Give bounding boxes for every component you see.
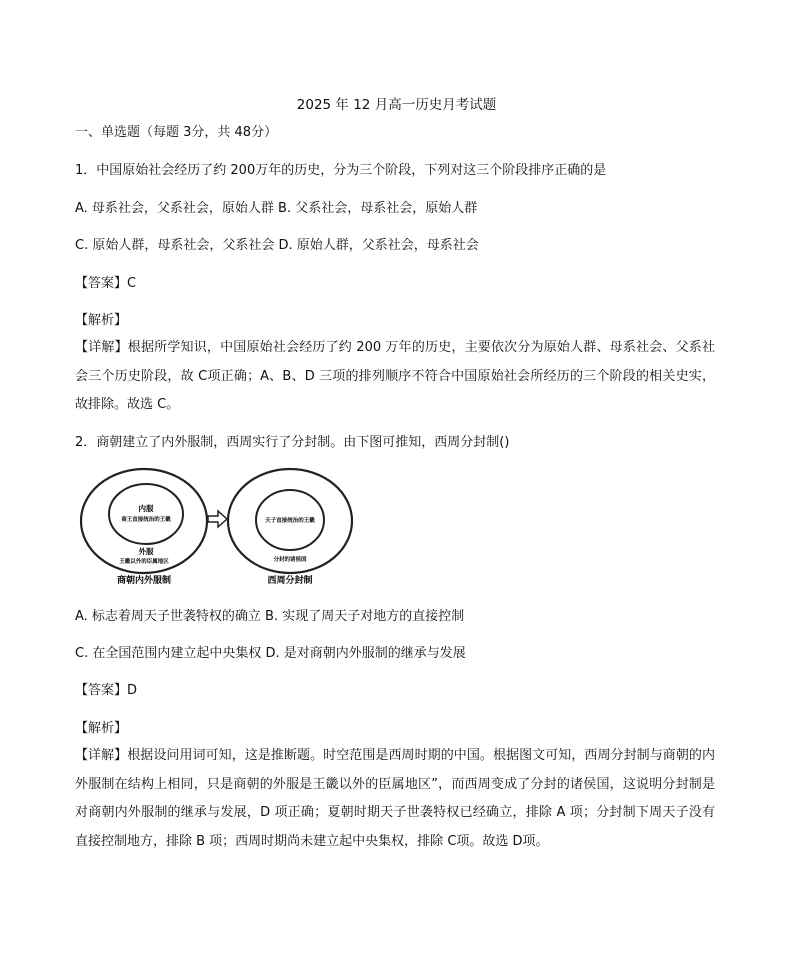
arrow-icon	[208, 511, 227, 527]
q2-analysis-label: 【解析】	[75, 721, 128, 736]
zhou-caption: 西周分封制	[267, 576, 313, 586]
shang-caption: 商朝内外服制	[116, 576, 172, 586]
q2-detail: 【详解】根据设问用词可知，这是推断题。时空范围是西周时期的中国。根据图文可知，西周分封制与商朝的内外服制在结构上相同，只是商朝的外服是王畿以外的臣属地区”，而西周变成了分封的诸侯国，这说明分封制是对商朝内外服制的继承与发展，D 项正确；夏朝时期天子世袭特权已经确立，排除 A 项；分封制下周天子没有直接控制地方，排除 B 项；西周时期尚未建立起中央集权，排除 C项。故选 D项。	[75, 748, 715, 849]
page-title: 2025 年 12 月高一历史月考试题	[296, 97, 497, 113]
q1-detail: 【详解】根据所学知识，中国原始社会经历了约 200 万年的历史，主要依次分为原始人群、母系社会、父系社会三个历史阶段，故 C项正确；A、B、D 三项的排列顺序不符合中国原始社会所经历的三个阶段的相关史实，故排除。故选 C。	[75, 340, 715, 412]
section-heading: 一、单选题（每题 3分，共 48分）	[75, 125, 278, 140]
q1-answer: 【答案】C	[75, 276, 137, 291]
q1-options-cd: C. 原始人群，母系社会，父系社会 D. 原始人群，父系社会，母系社会	[75, 238, 479, 253]
q1-stem: 1．中国原始社会经历了约 200万年的历史，分为三个阶段，下列对这三个阶段排序正确的是	[75, 163, 607, 178]
q2-options-ab: A. 标志着周天子世袭特权的确立 B. 实现了周天子对地方的直接控制	[75, 609, 465, 624]
q2-options-cd: C. 在全国范围内建立起中央集权 D. 是对商朝内外服制的继承与发展	[75, 646, 466, 661]
q2-figure	[78, 466, 358, 592]
q2-answer: 【答案】D	[75, 683, 138, 698]
q2-stem: 2．商朝建立了内外服制，西周实行了分封制。由下图可推知，西周分封制()	[75, 435, 510, 450]
q1-options-ab: A. 母系社会，父系社会，原始人群 B. 父系社会，母系社会，原始人群	[75, 201, 478, 216]
shang-inner-title: 内服	[138, 504, 154, 513]
q1-analysis-label: 【解析】	[75, 313, 128, 328]
zhou-inner-label: 天子直接统治的王畿	[265, 518, 315, 524]
shang-outer-sub: 王畿以外的臣属地区	[119, 559, 169, 565]
shang-outer-title: 外服	[138, 547, 154, 556]
shang-inner-sub: 商王直接统治的王畿	[121, 517, 171, 523]
zhou-outer-label: 分封的诸侯国	[273, 557, 307, 563]
shang-inner-ring	[109, 484, 183, 544]
